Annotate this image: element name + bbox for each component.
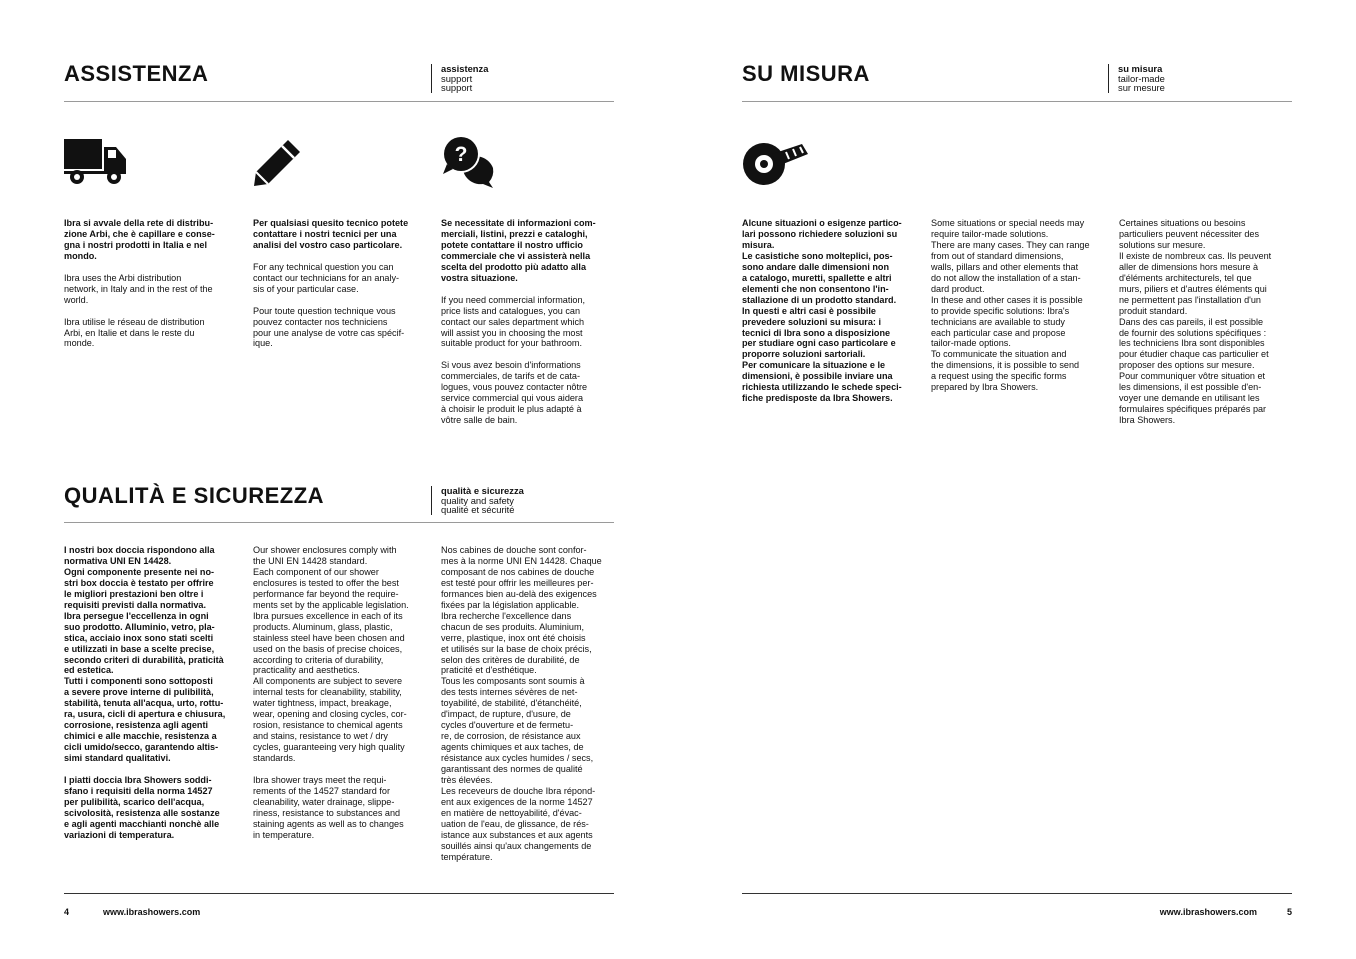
- paragraph: Our shower enclosures comply with the UNI EN 14428 standard. Each component of our shower enclosures is tested to offer the best performance far beyond the require- ments set by the applicable legislation. Ibra pursues excellence in each of its products. Aluminum, glass, plastic, stainless steel have been chosen and used on the basis of precise choices, according to criteria of durability, practicality and aesthetics. All components are subject to severe internal tests for cleanability, stability, water tightness, impact, breakage, wear, opening and closing cycles, cor- rosion, resistance to chemical agents and stains, resistance to wet / dry cycles, guaranteeing very high quality standards.: [253, 545, 409, 764]
- footer-url[interactable]: www.ibrashowers.com: [103, 907, 201, 917]
- footer-divider: [742, 893, 1292, 894]
- tag-en: support: [441, 72, 473, 84]
- svg-text:?: ?: [454, 143, 468, 166]
- tag-en: quality and safety: [441, 494, 514, 506]
- assistenza-column-2: [253, 218, 433, 349]
- paragraph: I nostri box doccia rispondono alla normativa UNI EN 14428. Ogni componente presente nei no- stri box doccia è testato per offrire le migliori prestazioni ben oltre i requisiti previsti dalla normativa. Ibra persegue l'eccellenza in ogni suo prodotto. Alluminio, vetro, pla- stica, acciaio inox sono stati scelti e utilizzati in base a scelte precise, secondo criteri di durabilità, praticità ed estetica. Tutti i componenti sono sottoposti a severe prove interne di pulibilità, stabilità, tenuta all'acqua, urto, rottu- ra, usura, cicli di apertura e chiusura, corrosione, resistenza agli agenti chimici e alle macchie, resistenza a cicli umido/secco, garantendo altis- simi standard qualitativi.: [64, 545, 226, 764]
- paragraph: Ibra uses the Arbi distribution network, in Italy and in the rest of the world.: [64, 272, 213, 305]
- qualita-column-3: [441, 545, 623, 863]
- assistenza-column-3: [441, 218, 621, 426]
- section-tags-qualita: [431, 486, 524, 515]
- section-tags-su-misura: [1108, 64, 1165, 93]
- section-tags-assistenza: [431, 64, 488, 93]
- su-misura-column-3: [1119, 218, 1301, 426]
- section-divider: [742, 101, 1292, 102]
- pencil-icon: [252, 138, 302, 188]
- paragraph: Ibra utilise le réseau de distribution Arbi, en Italie et dans le reste du monde.: [64, 316, 205, 349]
- paragraph: If you need commercial information, price lists and catalogues, you can contact our sales department which will assist you in choosing the most suitable product for your bathroom.: [441, 294, 586, 349]
- tag-fr: support: [441, 82, 473, 94]
- paragraph: Nos cabines de douche sont confor- mes à la norme UNI EN 14428. Chaque composant de nos cabines de douche est testé pour offrir les meilleures per- formances bien au-delà des exigences fixées par la législation applicable. Ibra recherche l'excellence dans chacun de ses produits. Aluminium, verre, plastique, inox ont été choisis et utilisés sur la base de choix précis, selon des critères de durabilité, de praticité et d'esthétique. Tous les composants sont soumis à des tests internes sévères de net- toyabilité, de stabilité, d'étanchéité, d'impact, de rupture, d'usure, de cycles d'ouverture et de fermetu- re, de corrosion, de résistance aux agents chimiques et aux taches, de résistance aux cycles humides / secs, garantissant des normes de qualité très élevées. Les receveurs de douche Ibra répond- ent aux exigences de la norme 14527 en matière de nettoyabilité, d'évac- uation de l'eau, de glissance, de rés- istance aux substances et aux agents souillés ainsi qu'aux changements de température.: [441, 545, 602, 862]
- tag-fr: qualité et sécurité: [441, 504, 515, 516]
- paragraph: Pour toute question technique vous pouvez contacter nos techniciens pour une analyse de votre cas spécif- ique.: [253, 305, 405, 349]
- footer-divider: [64, 893, 614, 894]
- paragraph: Ibra si avvale della rete di distribu- zione Arbi, che è capillare e conse- gna i nostri prodotti in Italia e nel mondo.: [64, 218, 215, 261]
- su-misura-column-1: [742, 218, 922, 404]
- paragraph: Si vous avez besoin d'informations commerciales, de tarifs et de cata- logues, vous pouvez contacter nôtre service commercial qui vous aidera à choisir le produit le plus adapté à vôtre salle de bain.: [441, 360, 588, 426]
- paragraph: Per qualsiasi quesito tecnico potete contattare i nostri tecnici per una analisi del vostro caso particolare.: [253, 218, 409, 250]
- tag-fr: sur mesure: [1118, 82, 1165, 94]
- question-chat-icon: [441, 134, 497, 190]
- tag-en: tailor-made: [1118, 72, 1165, 84]
- footer-url[interactable]: www.ibrashowers.com: [1159, 907, 1257, 917]
- su-misura-column-2: [931, 218, 1113, 393]
- tag-it: qualità e sicurezza: [441, 485, 524, 496]
- section-title-assistenza: ASSISTENZA: [64, 61, 209, 86]
- paragraph: I piatti doccia Ibra Showers soddi- sfano i requisiti della norma 14527 per pulibilità, scarico dell'acqua, scivolosità, resistenza alle sostanze e agli agenti macchianti nonchè alle variazioni di temperatura.: [64, 775, 220, 840]
- qualita-column-1: [64, 545, 246, 841]
- paragraph: Some situations or special needs may require tailor-made solutions. There are many cases. They can range from out of standard dimensions, walls, pillars and other elements that do not allow the installation of a stan- dard product. In these and other cases it is possible to provide specific solutions: Ibra's technicians are available to study each particular case and propose tailor-made options. To communicate the situation and the dimensions, it is possible to send a request using the specific forms prepared by Ibra Showers.: [931, 218, 1090, 393]
- page-number: 5: [1286, 907, 1292, 917]
- tag-it: su misura: [1118, 63, 1163, 74]
- truck-icon: [64, 139, 128, 185]
- section-title-su-misura: SU MISURA: [742, 61, 870, 86]
- assistenza-column-1: [64, 218, 244, 349]
- paragraph: Certaines situations ou besoins particuliers peuvent nécessiter des solutions sur mesure. Il existe de nombreux cas. Ils peuvent aller de dimensions hors mesure à d'éléments architecturels, tel que murs, piliers et d'autres éléments qui ne permettent pas l'installation d'un produit standard. Dans des cas pareils, il est possible de fournir des solutions spécifiques : les techniciens Ibra sont disponibles pour étudier chaque cas particulier et proposer des options sur mesure. Pour communiquer vôtre situation et les dimensions, il est possible d'en- voyer une demande en utilisant les formulaires spécifiques préparés par Ibra Showers.: [1119, 218, 1272, 426]
- tape-measure-icon: [742, 140, 812, 188]
- qualita-column-2: [253, 545, 435, 841]
- paragraph: Alcune situazioni o esigenze partico- lari possono richiedere soluzioni su misura. Le casistiche sono molteplici, pos- sono andare dalle dimensioni non a catalogo, muretti, spallette e altri elementi che non consentono l'in- stallazione di un prodotto standard. In questi e altri casi è possibile prevedere soluzioni su misura: i tecnici di Ibra sono a disposizione per studiare ogni caso particolare e proporre soluzioni sartoriali. Per comunicare la situazione e le dimensioni, è possibile inviare una richiesta utilizzando le schede speci- fiche predisposte da Ibra Showers.: [742, 218, 902, 404]
- paragraph: For any technical question you can contact our technicians for an analy- sis of your particular case.: [253, 261, 400, 294]
- paragraph: Se necessitate di informazioni com- merciali, listini, prezzi e cataloghi, potete contattare il nostro ufficio commerciale che vi assisterà nella scelta del prodotto più adatto alla vostra situazione.: [441, 218, 596, 283]
- section-divider: [64, 101, 614, 102]
- paragraph: Ibra shower trays meet the requi- rements of the 14527 standard for cleanability, water drainage, slippe- riness, resistance to substances and staining agents as well as to changes in temperature.: [253, 775, 404, 840]
- section-title-qualita: QUALITÀ E SICUREZZA: [64, 483, 325, 508]
- tag-it: assistenza: [441, 63, 489, 74]
- section-divider: [64, 522, 614, 523]
- page-number: 4: [64, 907, 70, 917]
